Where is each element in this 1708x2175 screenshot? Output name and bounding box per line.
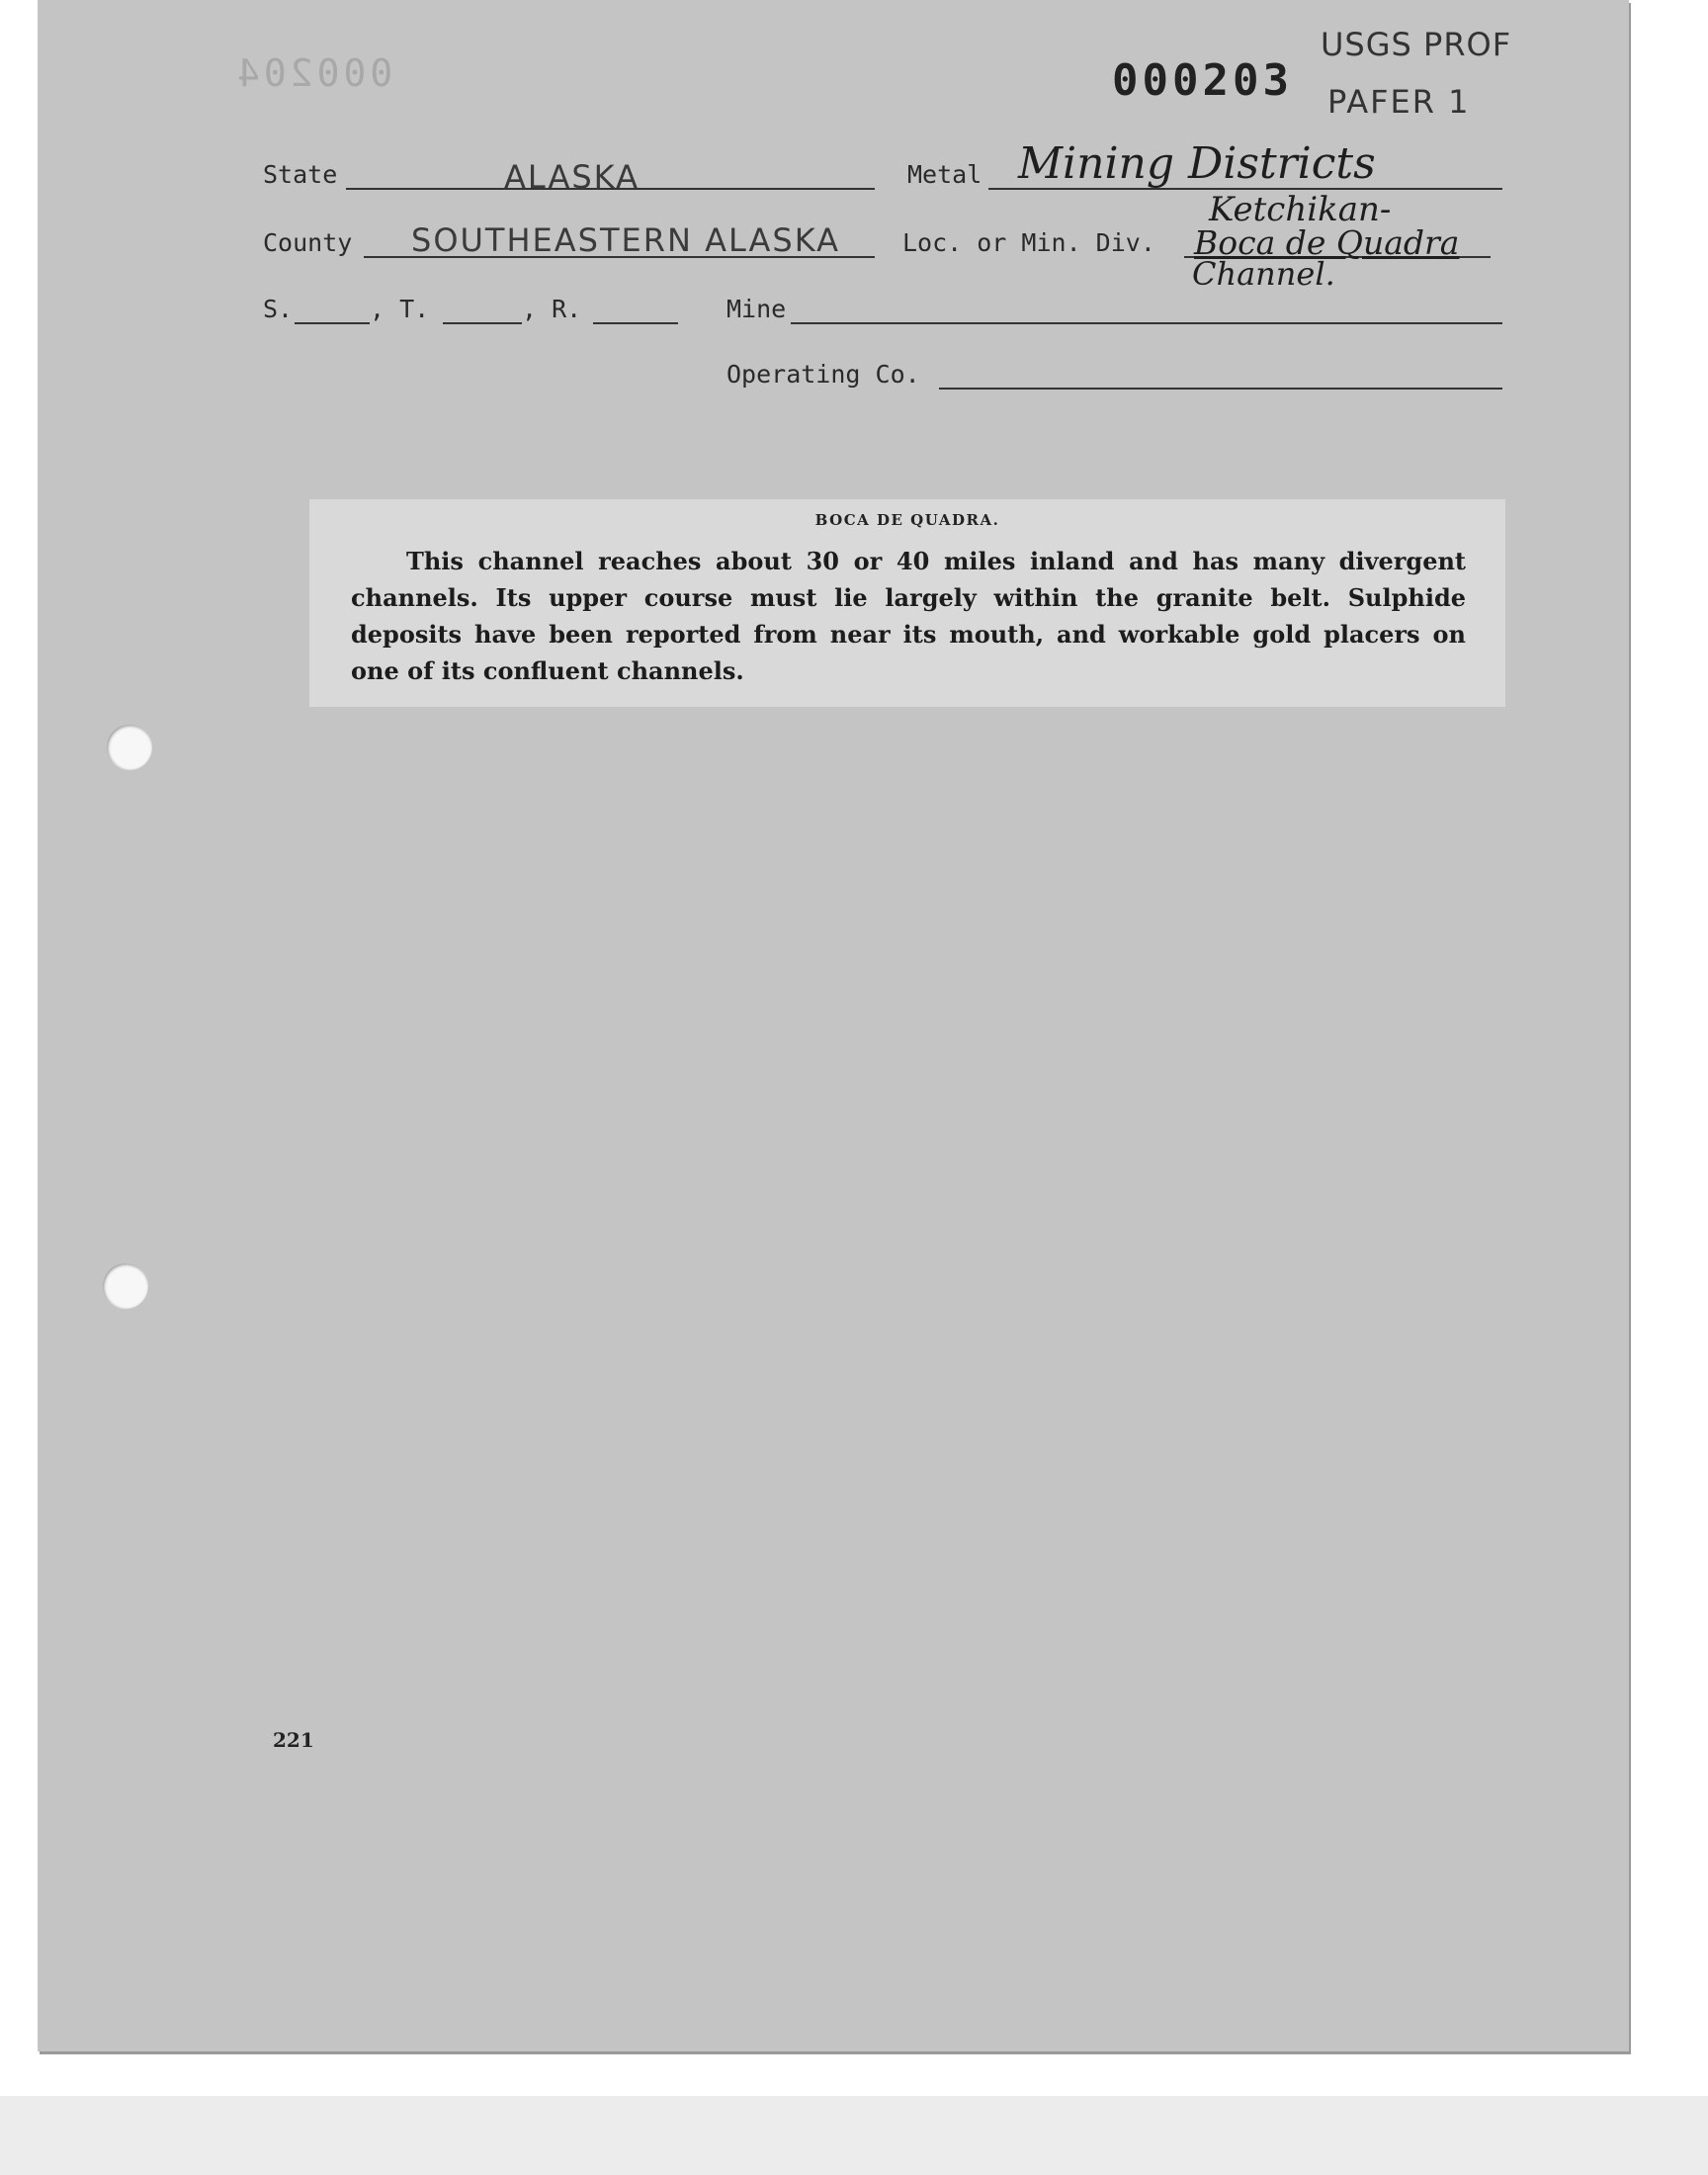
section-label: S. <box>263 295 294 323</box>
clipping-title: BOCA DE QUADRA. <box>814 511 1000 529</box>
state-value: ALASKA <box>504 158 640 196</box>
loc-value-line-3: Channel. <box>1192 255 1335 293</box>
state-label: State <box>263 160 338 189</box>
range-underline <box>593 322 678 324</box>
county-value: SOUTHEASTERN ALASKA <box>411 221 841 259</box>
metal-value: Mining Districts <box>1018 138 1376 189</box>
punch-hole <box>107 725 152 770</box>
range-label: , R. <box>522 295 582 323</box>
pasted-clipping <box>309 499 1505 707</box>
metal-label: Metal <box>907 160 982 189</box>
page-number: 221 <box>273 1728 314 1752</box>
loc-value-line-2: Boca de Quadra <box>1194 223 1460 262</box>
township-underline <box>443 322 522 324</box>
operating-co-label: Operating Co. <box>726 360 920 389</box>
mine-label: Mine <box>726 295 787 323</box>
section-underline <box>295 322 370 324</box>
record-number: 000203 <box>1112 55 1293 106</box>
record-card <box>38 0 1629 2051</box>
township-label: , T. <box>370 295 430 323</box>
loc-value-line-1: Ketchikan- <box>1209 190 1392 229</box>
loc-label: Loc. or Min. Div. <box>902 228 1155 257</box>
usgs-stamp-line-1: USGS PROF <box>1321 26 1512 63</box>
county-label: County <box>263 228 353 257</box>
punch-hole <box>103 1263 148 1309</box>
faded-record-number: 000204 <box>233 51 393 95</box>
operating-co-underline <box>939 388 1502 390</box>
usgs-stamp-line-2: PAFER 1 <box>1327 83 1471 121</box>
mine-underline <box>791 322 1502 324</box>
scan-bottom-strip <box>0 2096 1708 2175</box>
clipping-body: This channel reaches about 30 or 40 miles inland and has many divergent channels. Its upper course must lie largely within the granite belt. Sulphide deposits have been reported from near its mouth, and workable gold placers on one of its confluent channels. <box>351 547 1466 685</box>
